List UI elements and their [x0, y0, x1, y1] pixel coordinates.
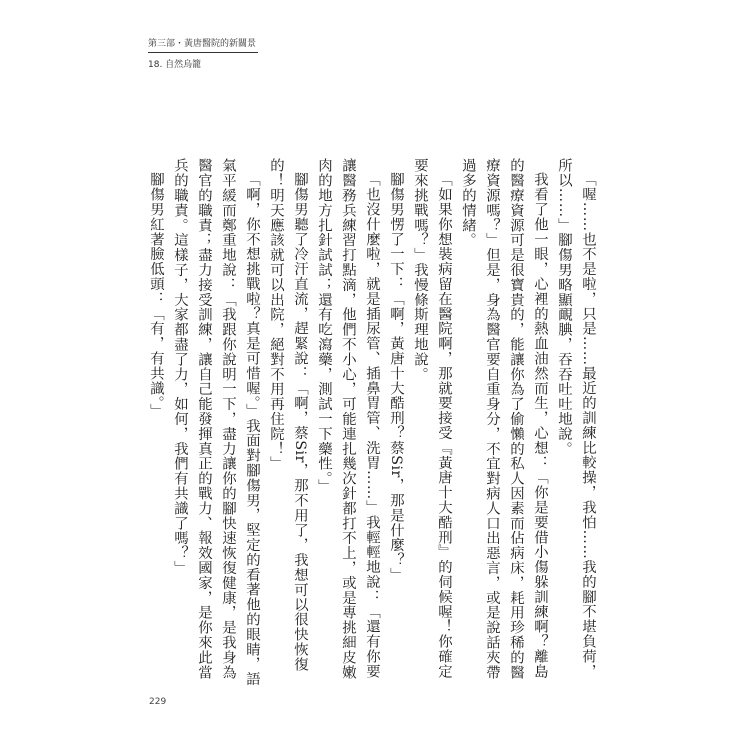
paragraph: 「喔……也不是啦，只是……最近的訓練比較操，我怕……我的腳不堪負荷，所以……」腳傷男略顯靦腆，吞吞吐吐地說。 — [556, 158, 596, 679]
paragraph: 腳傷男愣了一下：「啊，黃唐十大酷刑？蔡Sir，那是什麼？」 — [388, 172, 404, 583]
page-number: 229 — [149, 697, 167, 707]
paragraph: 「也沒什麼啦，就是插尿管、插鼻胃管、洗胃……」我輕輕地說：「還有你要讓醫務兵練習打點滴，他們不小心，可能連扎幾次針都打不上，或是專挑細皮嫩肉的地方扎針試試；還有吃瀉藥，測試一下藥性。」 — [316, 158, 380, 680]
paragraph: 腳傷男聽了冷汗直流，趕緊說：「啊，蔡Sir，那不用了，我想可以很快恢復的！明天應該就可以出院，絕對不用再住院！」 — [268, 158, 308, 673]
body-text — [150, 158, 600, 688]
paragraph: 「啊，你不想挑戰啦？真是可惜喔。」我面對腳傷男，堅定的看著他的眼睛，語氣平緩而鄭重地說：「我跟你說明一下，盡力讓你的腳快速恢復健康，是我身為醫官的職責；盡力接受訓練，讓自己能發揮真正的戰力、報效國家，是你來此當兵的職責。這樣子，大家都盡了力，如何，我們有共識了嗎？」 — [172, 158, 260, 687]
chapter-title: 18. 自然烏籠 — [148, 60, 202, 70]
running-header — [148, 36, 258, 70]
paragraph: 「如果你想裝病留在醫院啊，那就要接受『黃唐十大酷刑』的伺候喔！你確定要來挑戰嗎？」我慢條斯理地說。 — [412, 158, 452, 679]
paragraph: 我看了他一眼，心裡的熱血油然而生，心想：「你是要借小傷躲訓練啊？離島的醫療資源可是很寶貴的，能讓你為了偷懶的私人因素而佔病床，耗用珍稀的醫療資源嗎？」但是，身為醫官要自重身分，不宜對病人口出惡言，或是說話夾帶過多的情緒。 — [460, 158, 548, 680]
part-title: 第三部・黃唐醫院的新關景 — [148, 36, 258, 53]
paragraph: 腳傷男紅著臉低頭：「有，有共識。」 — [148, 172, 164, 419]
